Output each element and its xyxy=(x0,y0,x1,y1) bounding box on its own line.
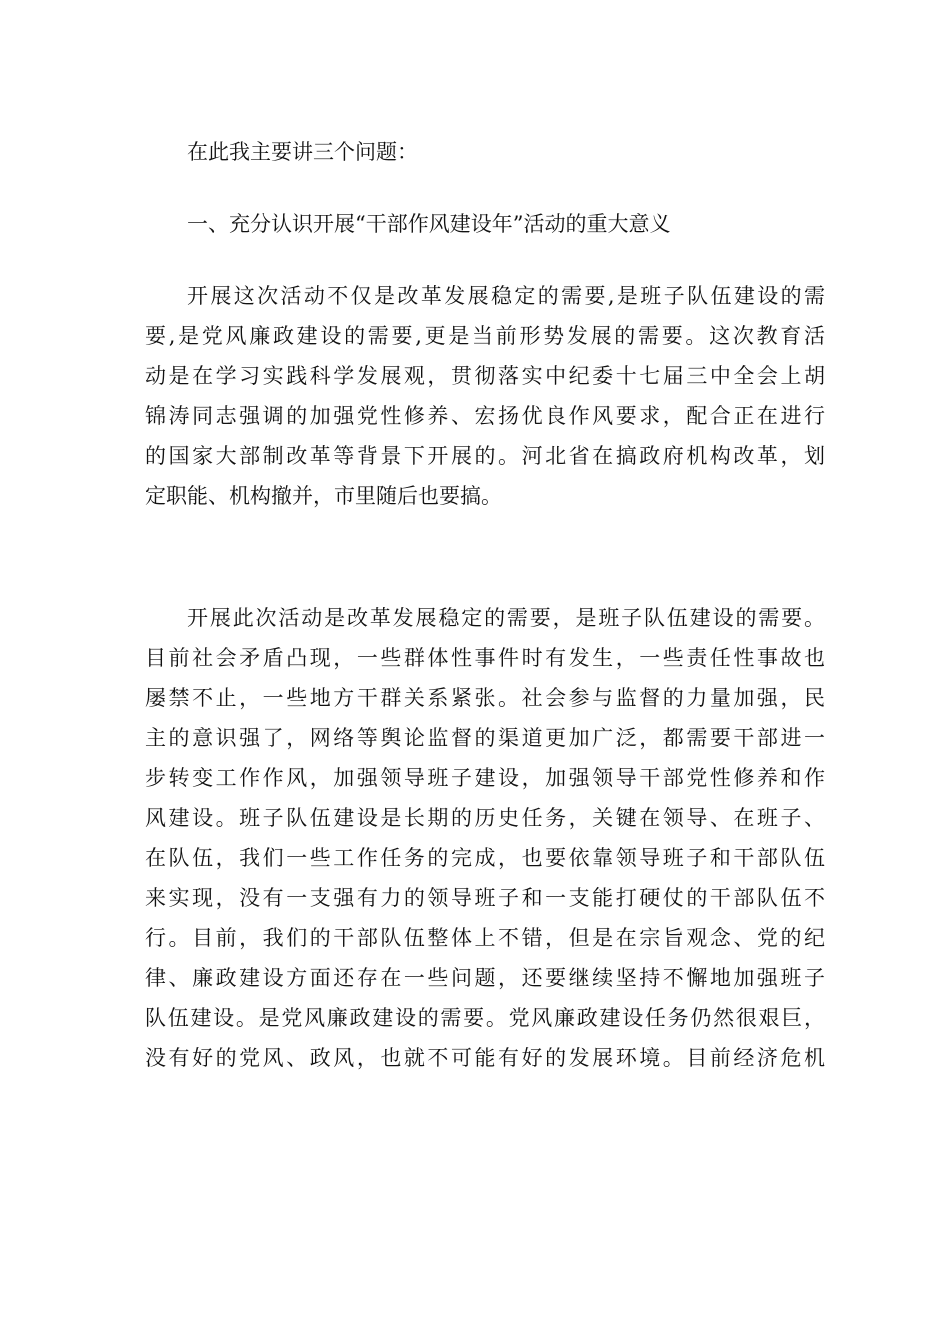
paragraph-line: 动是在学习实践科学发展观，贯彻落实中纪委十七届三中全会上胡 xyxy=(145,364,825,388)
paragraph-line: 行。目前，我们的干部队伍整体上不错，但是在宗旨观念、党的纪 xyxy=(145,926,825,950)
paragraph-line: 目前社会矛盾凸现，一些群体性事件时有发生，一些责任性事故也 xyxy=(145,646,825,670)
paragraph-2 xyxy=(145,598,825,1078)
section-heading-text: 一、充分认识开展“干部作风建设年”活动的重大意义 xyxy=(187,212,671,236)
paragraph-1 xyxy=(145,276,825,516)
section-heading xyxy=(145,204,825,244)
paragraph-line: 要,是党风廉政建设的需要,更是当前形势发展的需要。这次教育活 xyxy=(145,324,825,348)
paragraph-line: 开展这次活动不仅是改革发展稳定的需要,是班子队伍建设的需 xyxy=(187,284,825,308)
paragraph-line: 队伍建设。是党风廉政建设的需要。党风廉政建设任务仍然很艰巨， xyxy=(145,1006,825,1030)
paragraph-line: 锦涛同志强调的加强党性修养、宏扬优良作风要求，配合正在进行 xyxy=(145,404,825,428)
paragraph-line: 步转变工作作风，加强领导班子建设，加强领导干部党性修养和作 xyxy=(145,766,825,790)
paragraph-line: 开展此次活动是改革发展稳定的需要，是班子队伍建设的需要。 xyxy=(187,606,825,630)
paragraph-line: 主的意识强了，网络等舆论监督的渠道更加广泛，都需要干部进一 xyxy=(145,726,825,750)
paragraph-line: 没有好的党风、政风，也就不可能有好的发展环境。目前经济危机 xyxy=(145,1046,825,1070)
paragraph-line: 来实现，没有一支强有力的领导班子和一支能打硬仗的干部队伍不 xyxy=(145,886,825,910)
paragraph-line: 定职能、机构撤并，市里随后也要搞。 xyxy=(145,484,502,508)
paragraph-line: 风建设。班子队伍建设是长期的历史任务，关键在领导、在班子、 xyxy=(145,806,825,830)
paragraph-line: 屡禁不止，一些地方干群关系紧张。社会参与监督的力量加强，民 xyxy=(145,686,825,710)
paragraph-line: 在队伍，我们一些工作任务的完成，也要依靠领导班子和干部队伍 xyxy=(145,846,825,870)
intro-text: 在此我主要讲三个问题： xyxy=(187,140,418,164)
paragraph-line: 的国家大部制改革等背景下开展的。河北省在搞政府机构改革，划 xyxy=(145,444,825,468)
paragraph-line: 律、廉政建设方面还存在一些问题，还要继续坚持不懈地加强班子 xyxy=(145,966,825,990)
intro-line xyxy=(145,132,825,172)
